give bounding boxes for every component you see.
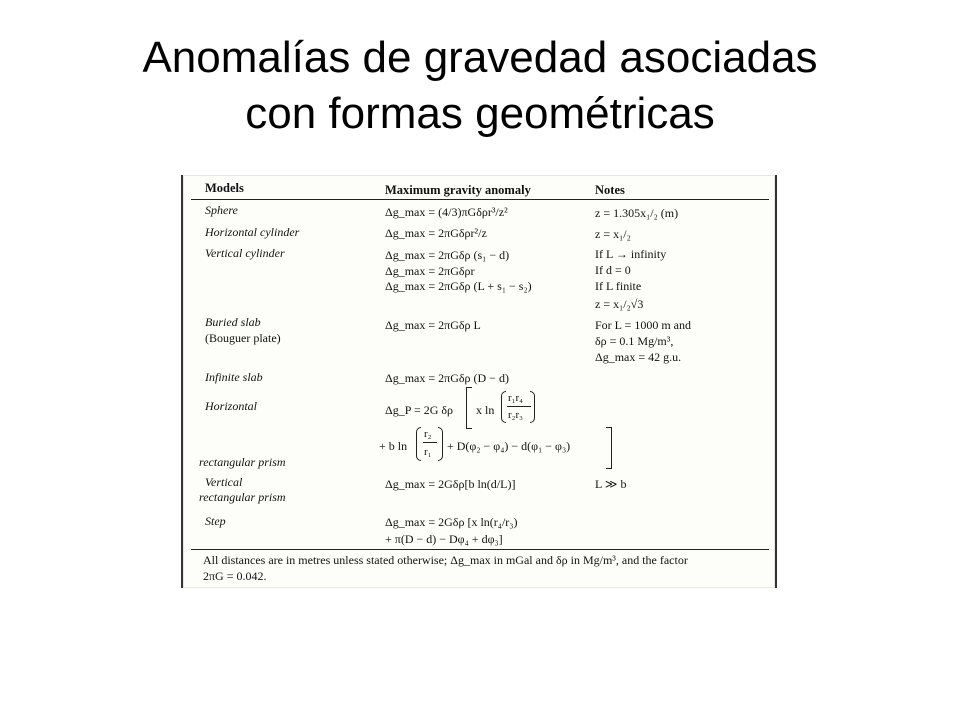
- fraction-1-bar: [507, 406, 531, 407]
- footer-note-2: 2πG = 0.042.: [203, 569, 267, 583]
- header-models: Models: [205, 181, 244, 195]
- formula-buried-slab: Δg_max = 2πGδρ L: [385, 318, 481, 332]
- model-vertical-rectangular-prism: rectangular prism: [199, 490, 286, 504]
- paren-left-1: [501, 391, 506, 423]
- formula-vertical-cylinder-2: Δg_max = 2πGδρr: [385, 264, 475, 278]
- fraction-2-bar: [423, 442, 437, 443]
- model-rectangular-prism: rectangular prism: [199, 455, 286, 469]
- note-slab-3: Δg_max = 42 g.u.: [595, 350, 682, 364]
- note-vertical-cylinder-2: If d = 0: [595, 263, 631, 277]
- fraction-1-denominator: r₂r₃: [508, 409, 523, 421]
- formula-step-1: Δg_max = 2Gδρ [x ln(r₄/r₃): [385, 515, 518, 529]
- formula-vertical-prism: Δg_max = 2Gδρ[b ln(d/L)]: [385, 477, 516, 491]
- header-anomaly: Maximum gravity anomaly: [385, 183, 531, 197]
- formula-horizontal-prism-2a: + b ln: [379, 439, 408, 453]
- model-buried-slab: Buried slab: [205, 315, 261, 329]
- formula-step-2: + π(D − d) − Dφ₄ + dφ₃]: [385, 532, 503, 546]
- slide-title: [0, 30, 960, 142]
- model-infinite-slab: Infinite slab: [205, 370, 263, 384]
- paren-right-1: [530, 391, 535, 423]
- note-vertical-prism: L ≫ b: [595, 477, 627, 491]
- footer-note-1: All distances are in metres unless stated otherwise; Δg_max in mGal and δρ in Mg/m³, and the factor: [203, 553, 688, 567]
- formula-horizontal-prism-2b: + D(φ₂ − φ₄) − d(φ₁ − φ₃): [447, 439, 571, 453]
- formula-sphere: Δg_max = (4/3)πGδρr³/z²: [385, 205, 508, 219]
- note-sphere: z = 1.305x₁/₂ (m): [595, 206, 679, 220]
- fraction-2-numerator: r₂: [424, 428, 432, 440]
- formula-vertical-cylinder-1: Δg_max = 2πGδρ (s₁ − d): [385, 248, 510, 262]
- paren-left-2: [416, 427, 421, 461]
- scanned-table: [181, 175, 777, 588]
- note-slab-2: δρ = 0.1 Mg/m³,: [595, 334, 674, 348]
- footer-rule: [191, 549, 769, 550]
- fraction-2-denominator: r₁: [424, 446, 432, 458]
- note-horizontal-cylinder: z = x₁/₂: [595, 227, 631, 241]
- model-vertical: Vertical: [205, 475, 243, 489]
- fraction-1-numerator: r₁r₄: [508, 392, 523, 404]
- note-slab-1: For L = 1000 m and: [595, 318, 691, 332]
- note-vertical-cylinder-4: z = x₁/₂√3: [595, 297, 644, 311]
- formula-horizontal-prism-1a: Δg_P = 2G δρ: [385, 403, 454, 417]
- note-vertical-cylinder-1: If L → infinity: [595, 247, 667, 261]
- model-vertical-cylinder: Vertical cylinder: [205, 246, 285, 260]
- header-rule: [191, 199, 769, 200]
- bracket-left-large: [466, 387, 472, 429]
- formula-horizontal-prism-1b: x ln: [476, 403, 495, 417]
- bracket-right-large: [606, 427, 612, 469]
- model-horizontal: Horizontal: [205, 399, 258, 413]
- header-notes: Notes: [595, 183, 625, 197]
- paren-right-2: [438, 427, 443, 461]
- model-sphere: Sphere: [205, 203, 238, 217]
- model-horizontal-cylinder: Horizontal cylinder: [205, 225, 300, 239]
- slide-title-line-2: con formas geométricas: [245, 89, 715, 138]
- formula-infinite-slab: Δg_max = 2πGδρ (D − d): [385, 371, 509, 385]
- note-vertical-cylinder-3: If L finite: [595, 279, 642, 293]
- formula-vertical-cylinder-3: Δg_max = 2πGδρ (L + s₁ − s₂): [385, 279, 532, 293]
- model-bouguer-plate: (Bouguer plate): [205, 331, 281, 345]
- model-step: Step: [205, 514, 226, 528]
- slide-title-line-1: Anomalías de gravedad asociadas: [142, 33, 818, 82]
- formula-horizontal-cylinder: Δg_max = 2πGδρr²/z: [385, 226, 487, 240]
